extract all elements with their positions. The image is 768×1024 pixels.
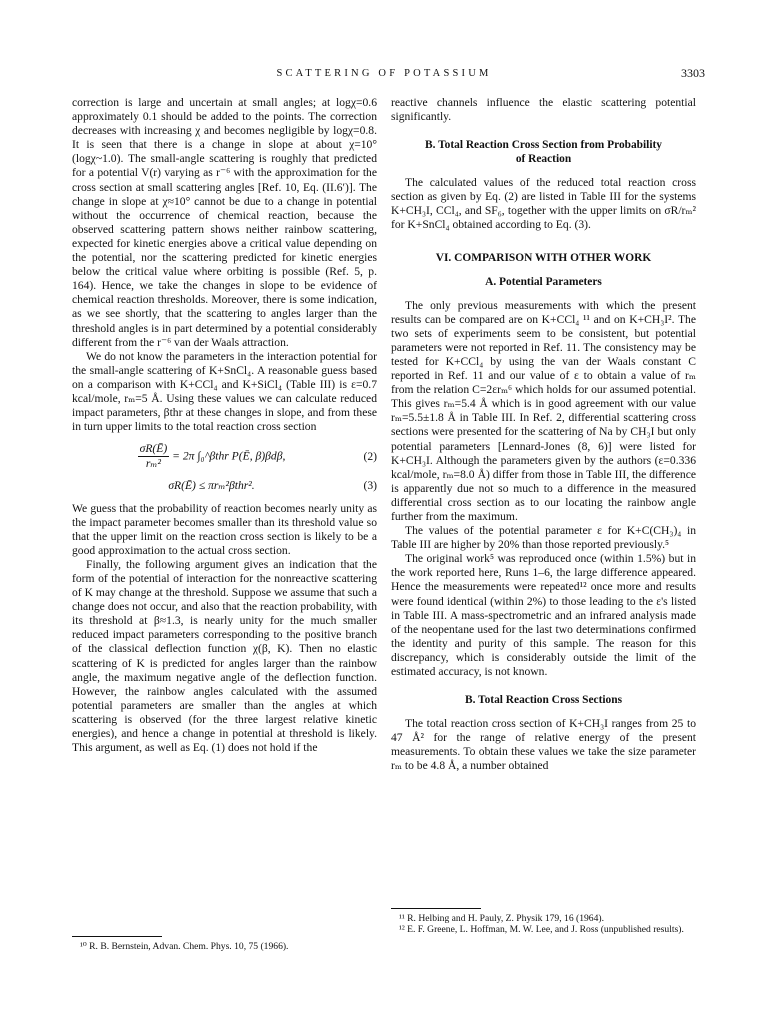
paragraph: The original work⁵ was reproduced once (within 1.5%) but in the work reported here, Runs 1–6, the large difference appeared. Hence the measurements were repeated¹² once more and results were found identical (within 2%) to those leading to the ε's listed in Table III. A mass-spectrometric and an infrared analysis made of the neopentane used for the last two determinations confirmed the identity and purity of this sample. The reason for this discrepancy, which is considerably outside the limit of the estimated accuracy, is not known. [391,552,696,678]
fraction-denominator: rₘ² [145,457,161,471]
equation-2 [72,442,377,471]
paragraph: correction is large and uncertain at small angles; at logχ=0.6 approximately 0.1 should be added to the points. The correction decreases with increasing χ and becomes negligible by logχ=0.8. It is seen that there is a change in slope at about χ=10° (logχ~1.0). The small-angle scattering is roughly that predicted for a potential V(r) varying as r⁻⁶ with the approximation for the cross section at small scattering angles [Ref. 10, Eq. (II.6′)]. The change in slope at χ≈10° cannot be due to a change in potential without the occurrence of chemical reaction, because the observed scattering pattern shows neither rainbow scattering, expected for kinetic energies above a critical value depending on the potential, nor the scattering predicted for kinetic energies below the critical value where orbiting is possible (Ref. 5, p. 164). Hence, we take the changes in slope to be evidence of chemical reaction thresholds. Moreover, there is some indication, as we see shortly, that the scattering to angles larger than the threshold angles is in part determined by a potential considerably different from the r⁻⁶ van der Waals attraction. [72,96,377,349]
paragraph: The calculated values of the reduced total reaction cross section as given by Eq. (2) are listed in Table III for the systems K+CH₃I, CCl₄, and SF₆, together with the upper limits on σR/rₘ² for K+SnCl₄ obtained according to Eq. (3). [391,176,696,232]
running-title: SCATTERING OF POTASSIUM [276,68,492,79]
equation-fraction [138,442,170,471]
right-column [391,96,696,773]
left-footnotes [72,936,377,952]
paragraph: The only previous measurements with which the present results can be compared are on K+CCl₄ ¹¹ and on K+CH₃I². The two sets of experiments seem to be consistent, but potential parameters were not reported in Ref. 11. The consistency may be tested for K+CCl₄ by using the van der Waals constant C reported in Ref. 11 and our value of ε to obtain a value of rₘ from the relation C=2εrₘ⁶ which holds for our assumed potential. This gives rₘ=5.4 Å which is in good agreement with our value rₘ=5.5±1.8 Å in Table III. In Ref. 2, differential scattering cross sections were presented for the scattering of Na by CH₃I but only potential parameters [Lennard-Jones (8, 6)] were listed for K+CH₃I. Although the parameters given by the authors (ε=0.336 kcal/mole, rₘ=8.0 Å) differ from those in Table III, the difference is apparently due not so much to a difference in the measured differential cross section as to our locating the rainbow angle further from the maximum. [391,298,696,523]
paragraph: The values of the potential parameter ε for K+C(CH₃)₄ in Table III are higher by 20% than those reported previously.⁵ [391,524,696,552]
paragraph: Finally, the following argument gives an indication that the form of the potential of interaction for the nonreactive scattering of K may change at the threshold. Suppose we assume that such a change does not occur, and also that the reaction probability, with its threshold at β≈1.3, is nearly unity for the much smaller reduced impact parameters corresponding to the positive branch of the classical deflection function χ(β, K). Then no elastic scattering of K is predicted for angles larger than the rainbow angle, the maximum negative angle of the deflection function. However, the rainbow angles calculated with the assumed potential parameters are smaller than the angles at which scattering is observed (for the three largest relative kinetic energies), and hence a change in potential at threshold is likely. This argument, as well as Eq. (1) does not hold if the [72,557,377,755]
equation-rhs: = 2π ∫₀^βthr P(Ē, β)βdβ, [172,449,286,463]
footnote-rule [72,936,162,937]
equation-body: σR(Ē) ≤ πrₘ²βthr². [168,479,255,493]
right-footnotes [391,908,696,936]
heading-line: B. Total Reaction Cross Section from Probability [425,139,662,152]
page-number: 3303 [681,66,705,80]
left-column [72,96,377,755]
footnote-12: ¹² E. F. Greene, L. Hoffman, M. W. Lee, and J. Ross (unpublished results). [399,924,684,936]
section-heading-vi: VI. COMPARISON WITH OTHER WORK [435,251,652,264]
footnote-rule [391,908,481,909]
paragraph: The total reaction cross section of K+CH₃I ranges from 25 to 47 Å² for the range of relative energy of the present measurements. To obtain these values we take the size parameter rₘ to be 4.8 Å, a number obtained [391,717,696,773]
paragraph: reactive channels influence the elastic scattering potential significantly. [391,96,696,124]
footnote-10: ¹⁰ R. B. Bernstein, Advan. Chem. Phys. 10, 75 (1966). [80,941,289,952]
subsection-heading-a: A. Potential Parameters [485,275,602,288]
footnote-11: ¹¹ R. Helbing and H. Pauly, Z. Physik 179, 16 (1964). [399,913,604,924]
heading-line: of Reaction [515,153,572,166]
equation-number: (3) [363,479,377,493]
section-heading-b [391,138,696,166]
fraction-numerator: σR(Ē) [138,442,170,457]
equation-number: (2) [363,449,377,463]
equation-3 [72,479,377,493]
paragraph: We do not know the parameters in the interaction potential for the small-angle scattering of K+SnCl₄. A reasonable guess based on a comparison with K+CCl₄ and K+SiCl₄ (Table III) is ε=0.7 kcal/mole, rₘ=5 Å. Using these values we can calculate reduced impact parameters, βthr at these changes in slope, and from these in turn upper limits to the total reaction cross section [72,349,377,434]
paragraph: We guess that the probability of reaction becomes nearly unity as the impact parameter becomes smaller than its threshold value so that the upper limit on the reaction cross section is likely to be a good approximation to the actual cross section. [72,501,377,557]
subsection-heading-b: B. Total Reaction Cross Sections [464,694,623,707]
